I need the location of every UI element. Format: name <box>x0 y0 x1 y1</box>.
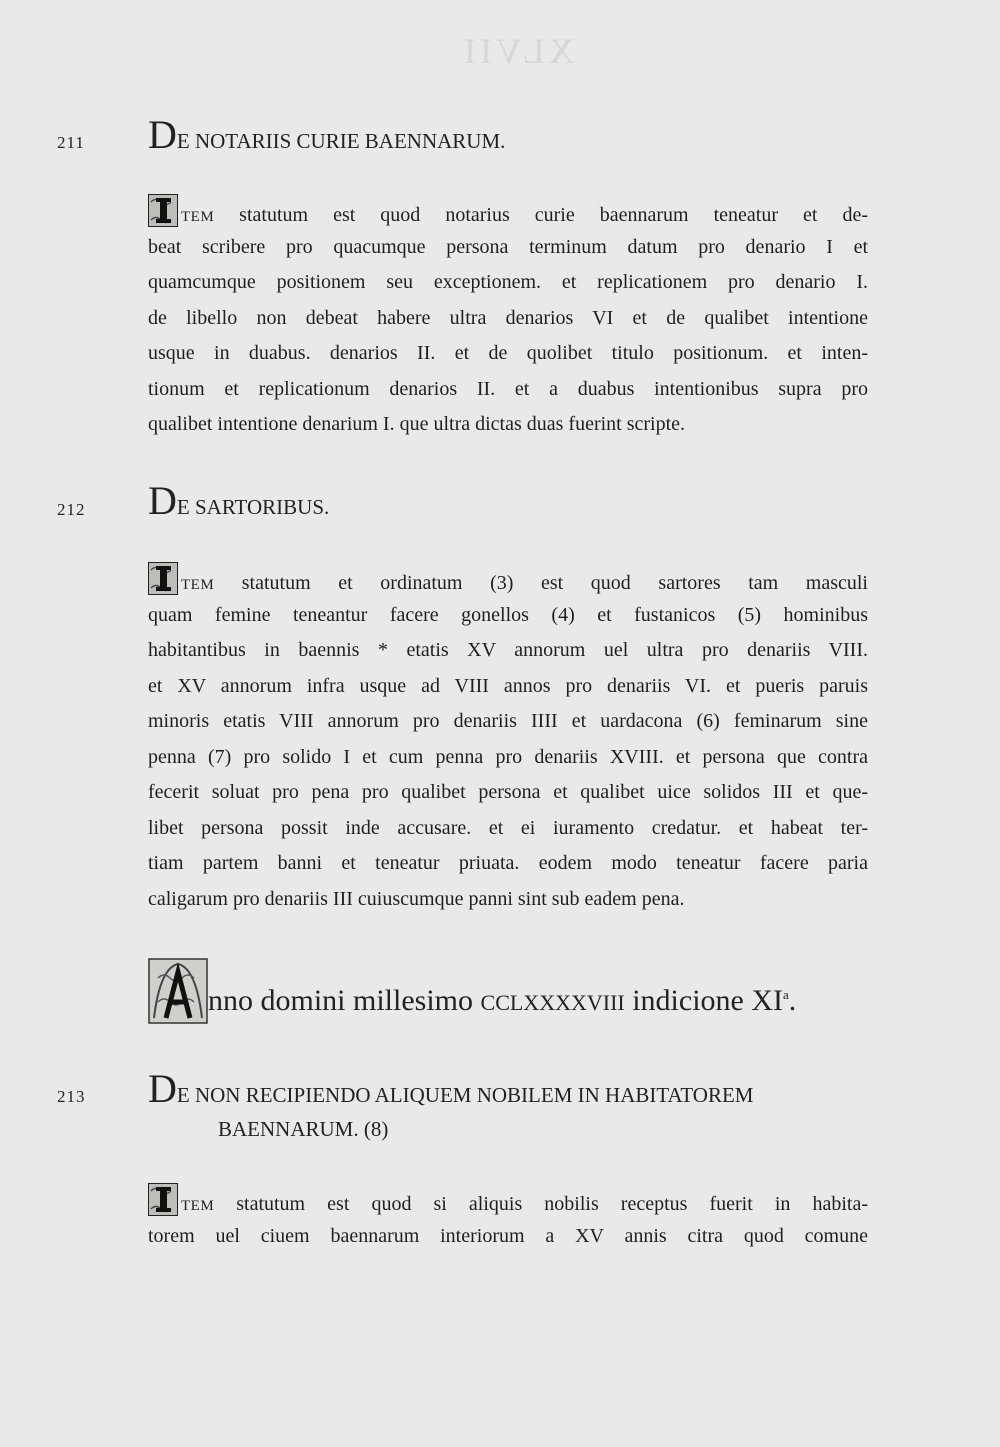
anno-indiction: indicione XI <box>624 984 784 1017</box>
line-text: et XV annorum infra usque ad VIII annos pro denariis VI. et pueris paruis <box>148 674 868 697</box>
text-line <box>148 265 868 301</box>
line-text: de libello non debeat habere ultra denarios VI et de qualibet intentione <box>148 306 868 329</box>
anno-text: nno domini millesimo <box>208 984 481 1017</box>
ornamental-initial-i-icon <box>148 562 178 595</box>
line-text: torem uel ciuem baennarum interiorum a XV annis citra quod comune <box>148 1224 868 1247</box>
line-text: habitantibus in baennis * etatis XV annorum uel ultra pro denariis VIII. <box>148 639 868 661</box>
line-text: tionum et replicationum denarios II. et a duabus intentionibus supra pro <box>148 377 868 400</box>
ornamental-initial-i-icon <box>148 194 178 227</box>
text-line <box>148 194 868 230</box>
heading-text: E NON RECIPIENDO ALIQUEM NOBILEM IN HABITATOREM <box>176 1083 754 1107</box>
statute-number: 212 <box>57 500 86 519</box>
text-line <box>148 775 868 811</box>
text-line <box>148 882 868 918</box>
statute-text <box>148 562 868 917</box>
statute-number: 213 <box>57 1087 86 1106</box>
line-text: quam femine teneantur facere gonellos (4) et fustanicos (5) hominibus <box>148 603 868 626</box>
statute-heading <box>148 1066 878 1146</box>
line-text: qualibet intentione denarium I. que ultra dictas duas fuerint scripte. <box>148 413 686 435</box>
text-line <box>148 230 868 266</box>
text-line <box>148 740 868 776</box>
text-line <box>148 598 868 634</box>
ornamental-initial-a-icon <box>148 958 208 1024</box>
line-text: tiam partem banni et teneatur priuata. eodem modo teneatur facere paria <box>148 852 868 874</box>
text-line <box>148 811 868 847</box>
bleed-through-running-head: XLVII <box>460 31 575 71</box>
line-text: libet persona possit inde accusare. et ei iuramento credatur. et habeat ter- <box>148 816 868 839</box>
text-line <box>148 372 868 408</box>
statute-heading <box>148 478 878 524</box>
heading-initial: D <box>148 112 177 157</box>
text-line <box>148 407 868 443</box>
statute-number: 211 <box>57 133 85 152</box>
heading-initial: D <box>148 1066 177 1111</box>
anno-end: . <box>788 984 797 1017</box>
heading-text: E SARTORIBUS. <box>176 495 330 519</box>
line-text: caligarum pro denariis III cuiuscumque panni sint sub eadem pena. <box>148 887 685 910</box>
line-text: statutum est quod notarius curie baennarum teneatur et de- <box>214 204 868 226</box>
text-line <box>148 704 868 740</box>
statute-text <box>148 194 868 443</box>
statute-heading <box>148 112 878 158</box>
text-line <box>148 562 868 598</box>
small-caps-word: TEM <box>181 577 215 593</box>
line-text: quamcumque positionem seu exceptionem. et replicationem pro denario I. <box>148 271 868 293</box>
line-text: statutum est quod si aliquis nobilis receptus fuerit in habita- <box>214 1193 868 1215</box>
small-caps-word: TEM <box>181 1198 215 1214</box>
heading-continuation: BAENNARUM. (8) <box>218 1117 389 1141</box>
text-line <box>148 1219 868 1255</box>
line-text: beat scribere pro quacumque persona terminum datum pro denario I et <box>148 235 868 258</box>
year-rubric <box>148 958 796 1033</box>
text-line <box>148 846 868 882</box>
statute-text <box>148 1183 868 1254</box>
small-caps-word: TEM <box>181 209 215 225</box>
line-text: minoris etatis VIII annorum pro denariis IIII et uardacona (6) feminarum sine <box>148 710 868 732</box>
ornamental-initial-i-icon <box>148 1183 178 1216</box>
text-line <box>148 669 868 705</box>
text-line <box>148 1183 868 1219</box>
line-text: usque in duabus. denarios II. et de quolibet titulo positionum. et inten- <box>148 342 868 364</box>
heading-text: E NOTARIIS CURIE BAENNARUM. <box>176 129 506 153</box>
text-line <box>148 301 868 337</box>
line-text: statutum et ordinatum (3) est quod sartores tam masculi <box>214 572 868 594</box>
line-text: fecerit soluat pro pena pro qualibet persona et qualibet uice solidos III et que- <box>148 781 868 803</box>
heading-initial: D <box>148 478 177 523</box>
line-text: penna (7) pro solido I et cum penna pro denariis XVIII. et persona que contra <box>148 745 868 768</box>
text-line <box>148 633 868 669</box>
anno-year: CCLXXXXVIII <box>480 990 625 1015</box>
anno-superscript: a <box>783 987 789 1002</box>
text-line <box>148 336 868 372</box>
